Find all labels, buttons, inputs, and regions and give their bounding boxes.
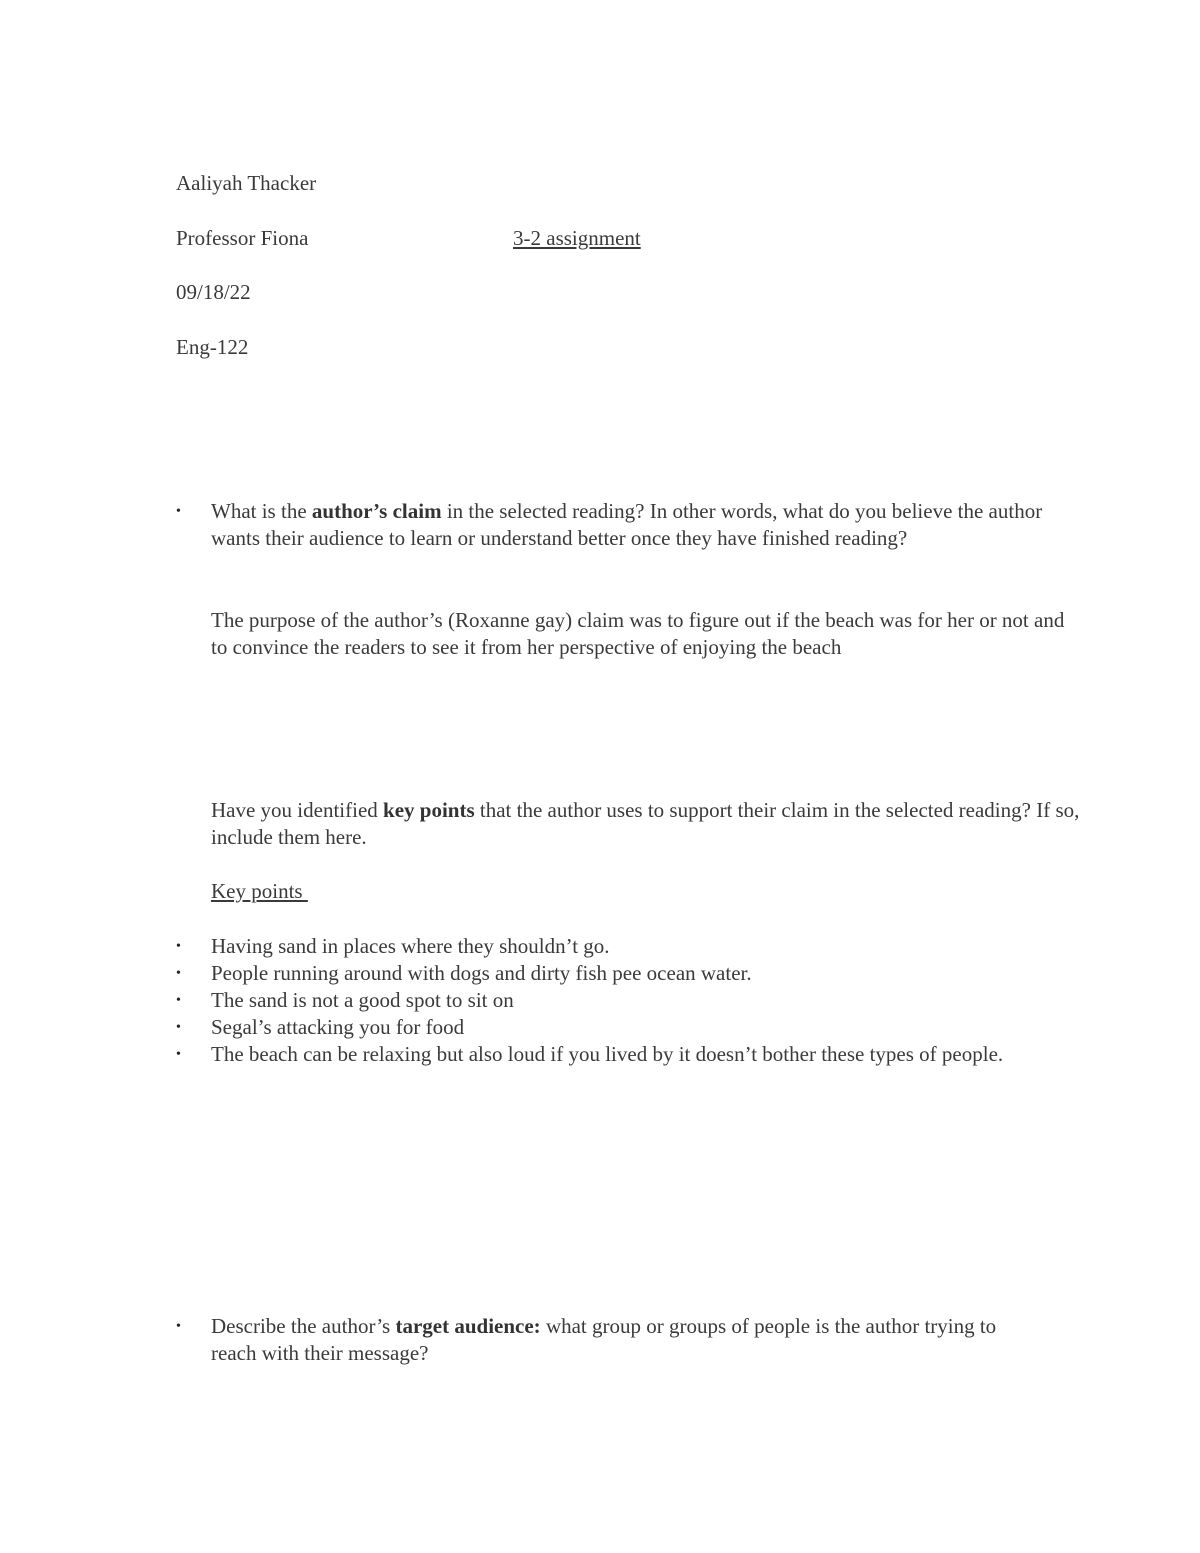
question-text: What is the	[211, 499, 312, 523]
question-author-claim	[211, 498, 1081, 552]
question-text: Describe the author’s	[211, 1314, 396, 1338]
bullet-point: •	[176, 993, 181, 1008]
key-point-item: Segal’s attacking you for food	[211, 1015, 465, 1039]
question-target-audience	[211, 1313, 1031, 1367]
bullet-point: •	[176, 1047, 181, 1062]
question-text: that the author uses to support their claim in the selected reading? If so, include them here.	[211, 798, 1080, 849]
key-point-item: Having sand in places where they shouldn’t go.	[211, 934, 610, 958]
key-point-item: The sand is not a good spot to sit on	[211, 988, 514, 1012]
bullet-point: •	[176, 1020, 181, 1035]
question-text: in the selected reading? In other words, what do you believe the author wants their audience to learn or understand better once they have finished reading?	[211, 499, 1043, 550]
bullet-q3: •	[176, 1319, 181, 1334]
key-point-item: People running around with dogs and dirty fish pee ocean water.	[211, 961, 752, 985]
student-name: Aaliyah Thacker	[176, 171, 317, 195]
question-text: Have you identified	[211, 798, 384, 822]
professor-name: Professor Fiona	[176, 226, 309, 250]
question-emphasis: target audience:	[395, 1314, 541, 1338]
assignment-title: 3-2 assignment	[513, 226, 641, 250]
bullet-q1: •	[176, 504, 181, 519]
key-point-item: The beach can be relaxing but also loud if you lived by it doesn’t bother these types of people.	[211, 1042, 1004, 1066]
bullet-point: •	[176, 966, 181, 981]
question-key-points	[211, 797, 1081, 851]
course-code: Eng-122	[176, 335, 249, 359]
answer-author-claim: The purpose of the author’s (Roxanne gay) claim was to figure out if the beach was for her or not and to convince the readers to see it from her perspective of enjoying the beach	[211, 608, 1065, 659]
key-points-heading: Key points	[211, 879, 308, 903]
question-text: what group or groups of people is the author trying to reach with their message?	[211, 1314, 997, 1365]
bullet-point: •	[176, 939, 181, 954]
question-emphasis: author’s claim	[311, 499, 442, 523]
date: 09/18/22	[176, 280, 251, 304]
question-emphasis: key points	[383, 798, 475, 822]
